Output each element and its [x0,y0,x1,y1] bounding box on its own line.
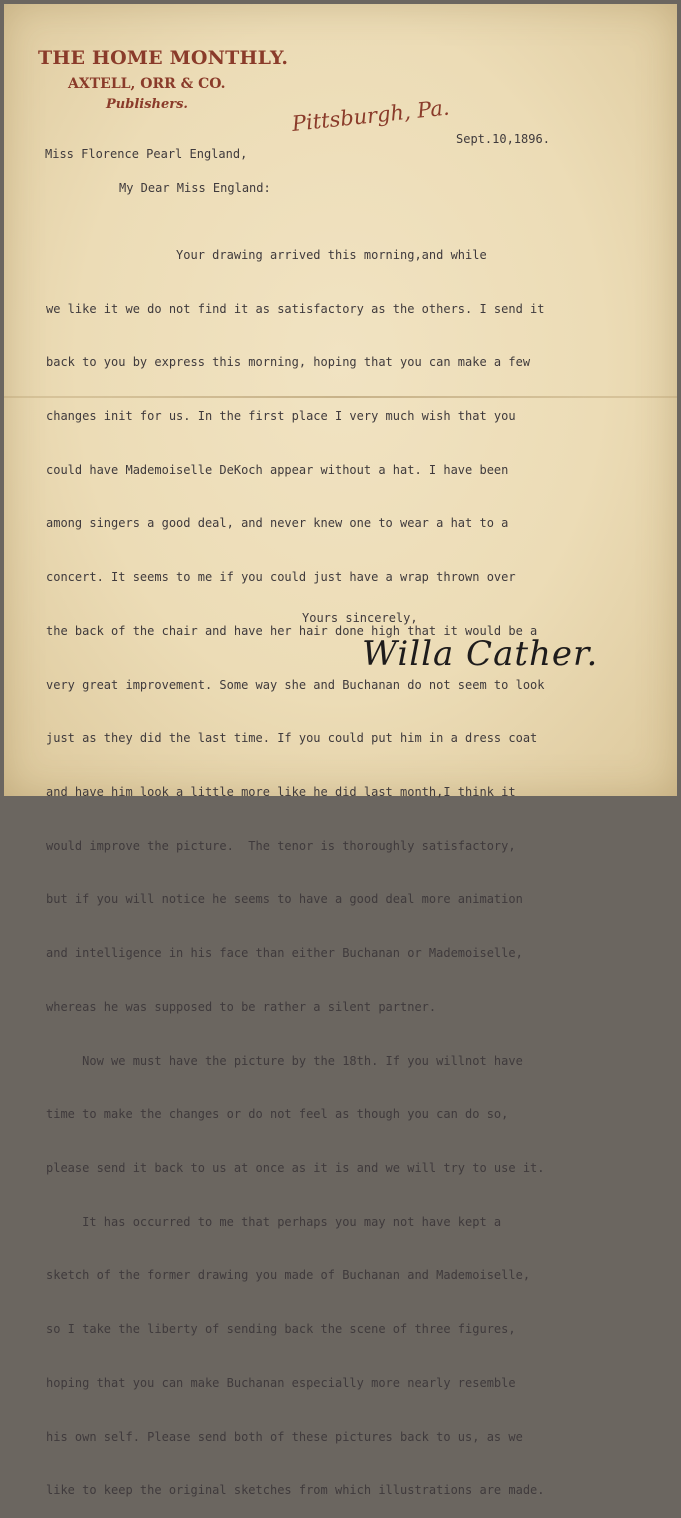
body-line: changes init for us. In the first place I very much wish that you [46,408,516,423]
body-line: we like it we do not find it as satisfactory as the others. I send it [46,301,545,316]
body-line: could have Mademoiselle DeKoch appear without a hat. I have been [46,462,509,477]
body-line: and have him look a little more like he did last month,I think it [46,785,516,799]
body-line: so I take the liberty of sending back the scene of three figures, [46,1322,516,1337]
body-line: like to keep the original sketches from which illustrations are made. [46,1483,545,1498]
body-line: the back of the chair and have her hair done high that it would be a [46,623,538,638]
body-line: and intelligence in his face than either Buchanan or Mademoiselle, [46,946,523,961]
body-line: concert. It seems to me if you could just have a wrap thrown over [46,570,516,585]
closing: Yours sincerely, [302,611,418,625]
body-line: but if you will notice he seems to have a good deal more animation [46,892,523,907]
body-line: sketch of the former drawing you made of Buchanan and Mademoiselle, [46,1268,531,1283]
letter-date: Sept.10,1896. [456,132,550,146]
body-line: back to you by express this morning, hoping that you can make a few [46,355,531,370]
body-line: among singers a good deal, and never knew one to wear a hat to a [46,516,509,531]
body-line: just as they did the last time. If you could put him in a dress coat [46,731,538,746]
body-line: time to make the changes or do not feel as though you can do so, [46,1107,509,1122]
body-line: his own self. Please send both of these pictures back to us, as we [46,1429,523,1444]
body-line: please send it back to us at once as it is and we will try to use it. [46,1161,545,1176]
salutation: My Dear Miss England: [119,181,271,195]
body-line: Your drawing arrived this morning,and while [46,247,487,262]
body-line: would improve the picture. The tenor is thoroughly satisfactory, [46,838,516,853]
signature: Willa Cather. [362,634,599,674]
letterhead-publisher: AXTELL, ORR & CO. [68,76,226,92]
letterhead-title: THE HOME MONTHLY. [38,47,289,69]
recipient: Miss Florence Pearl England, [45,147,248,161]
body-line: hoping that you can make Buchanan especially more nearly resemble [46,1375,516,1390]
body-line: Now we must have the picture by the 18th. If you willnot have [46,1053,523,1068]
letter-body [46,211,545,1518]
letterhead-role: Publishers. [106,97,188,112]
body-line: very great improvement. Some way she and Buchanan do not seem to look [46,677,545,692]
body-line: whereas he was supposed to be rather a silent partner. [46,999,437,1014]
place-stamp: Pittsburgh, Pa. [290,95,451,136]
body-line: It has occurred to me that perhaps you may not have kept a [46,1214,502,1229]
